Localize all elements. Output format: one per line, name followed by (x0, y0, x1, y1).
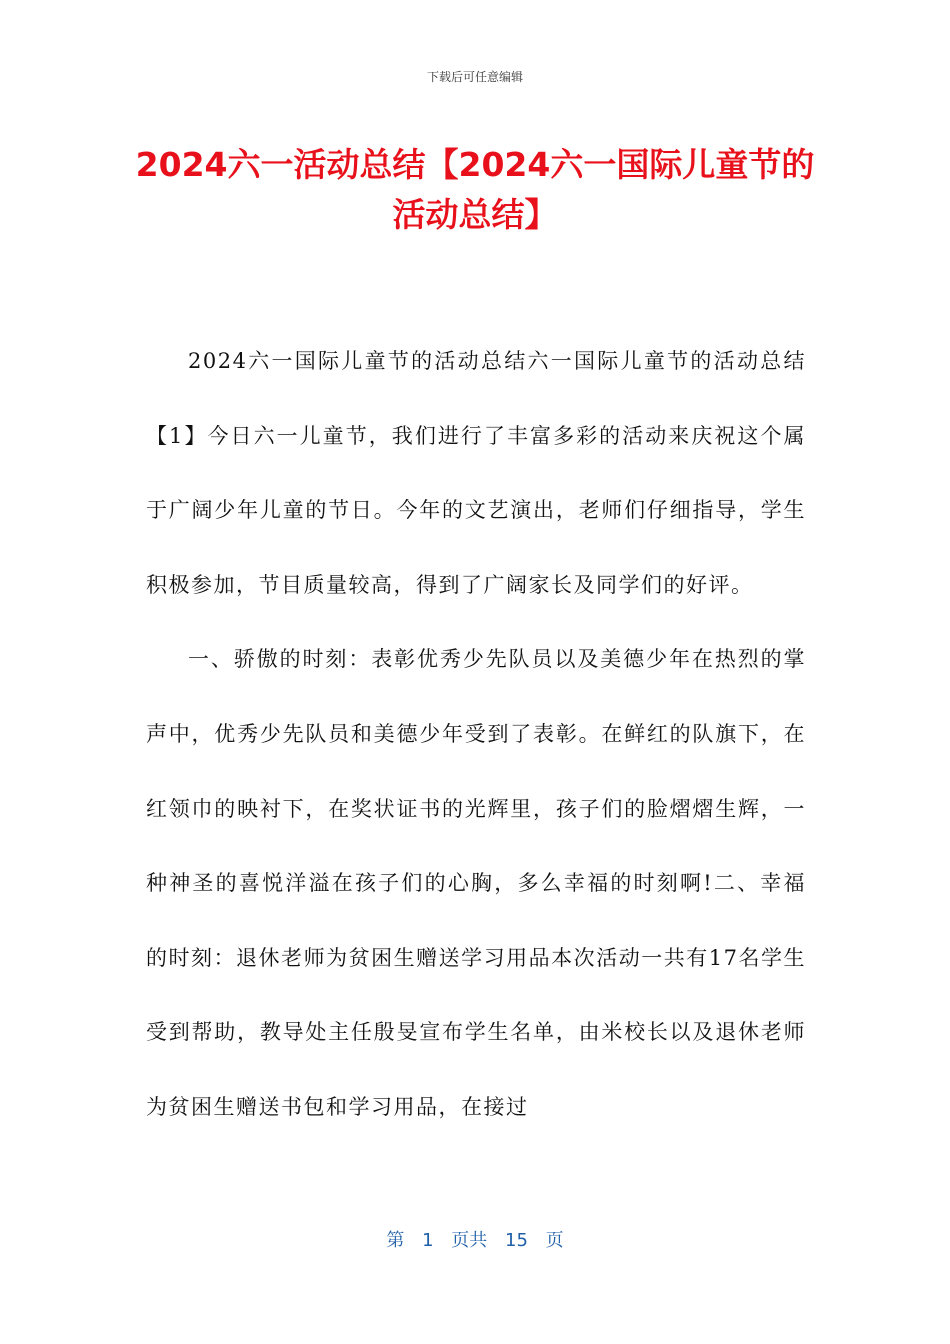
document-title: 2024六一活动总结【2024六一国际儿童节的活动总结】 (135, 145, 815, 234)
paragraph-section-one: 一、骄傲的时刻：表彰优秀少先队员以及美德少年在热烈的掌声中，优秀少先队员和美德少年受到了表彰。在鲜红的队旗下，在红领巾的映衬下，在奖状证书的光辉里，孩子们的脸熠熠生辉，一种神圣的喜悦洋溢在孩子们的心胸，多么幸福的时刻啊!二、幸福的时刻：退休老师为贫困生赠送学习用品本次活动一共有17名学生受到帮助，教导处主任殷旻宣布学生名单，由米校长以及退休老师为贫困生赠送书包和学习用品，在接过 (146, 647, 806, 1119)
page-footer (0, 1226, 950, 1252)
page-label-suffix: 页 (545, 1230, 564, 1251)
page-label-middle: 页共 (451, 1230, 488, 1251)
header-note: 下载后可任意编辑 (426, 70, 523, 84)
page-current: 1 (422, 1230, 434, 1251)
page-label-prefix: 第 (386, 1230, 405, 1251)
document-body (146, 324, 806, 1145)
paragraph-intro: 2024六一国际儿童节的活动总结六一国际儿童节的活动总结【1】今日六一儿童节，我们进行了丰富多彩的活动来庆祝这个属于广阔少年儿童的节日。今年的文艺演出，老师们仔细指导，学生积极参加，节目质量较高，得到了广阔家长及同学们的好评。 (146, 349, 806, 597)
page-total: 15 (505, 1230, 528, 1251)
